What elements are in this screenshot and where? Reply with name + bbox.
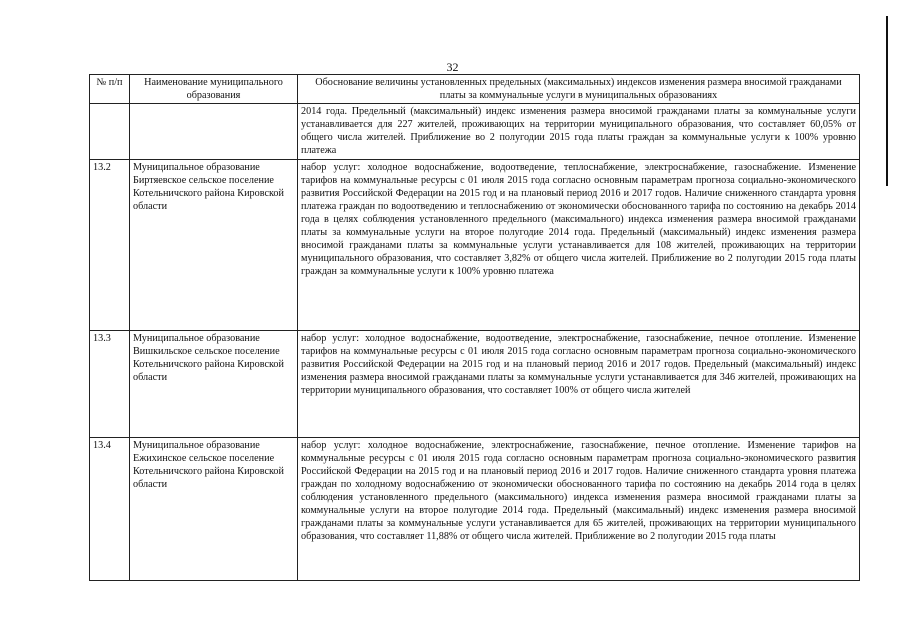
row-number: 13.3	[90, 330, 130, 437]
row-number	[90, 104, 130, 159]
row-municipality	[130, 104, 298, 159]
row-municipality: Муниципальное образование Вишкильское сельское поселение Котельничского района Кировской области	[130, 330, 298, 437]
table-row	[90, 159, 860, 330]
scan-edge-line	[886, 16, 888, 186]
header-number: № п/п	[90, 75, 130, 104]
table-row	[90, 330, 860, 437]
row-justification: набор услуг: холодное водоснабжение, водоотведение, электроснабжение, газоснабжение, печное отопление. Изменение тарифов на коммунальные ресурсы с 01 июля 2015 года согласно основным параметрам прогноза социально-экономического развития Российской Федерации на 2015 год и на плановый период 2016 и 2017 годов. Предельный (максимальный) индекс изменения размера вносимой гражданами платы за коммунальные услуги устанавливается для 346 жителей, проживающих на территории муниципального образования, что составляет 100% от общего числа жителей	[298, 330, 860, 437]
table-row	[90, 437, 860, 580]
row-municipality: Муниципальное образование Ежихинское сельское поселение Котельничского района Кировской области	[130, 437, 298, 580]
row-justification: 2014 года. Предельный (максимальный) индекс изменения размера вносимой гражданами платы за коммунальные услуги устанавливается для 227 жителей, проживающих на территории муниципального образования, что составляет 60,05% от общего числа жителей. Приближение во 2 полугодии 2015 года платы граждан за коммунальные услуги к 100% уровню платежа	[298, 104, 860, 159]
header-justification: Обоснование величины установленных предельных (максимальных) индексов изменения размера вносимой гражданами платы за коммунальные услуги в муниципальных образованиях	[298, 75, 860, 104]
page-number: 32	[446, 60, 459, 74]
justification-table	[89, 74, 860, 581]
row-justification: набор услуг: холодное водоснабжение, водоотведение, теплоснабжение, электроснабжение, газоснабжение. Изменение тарифов на коммунальные ресурсы с 01 июля 2015 года согласно основным параметрам прогноза социально-экономического развития Российской Федерации на 2015 год и на плановый период 2016 и 2017 годов. Наличие сниженного стандарта уровня платежа граждан по водоотведению и теплоснабжению от экономически обоснованного тарифа по состоянию на декабрь 2014 года в целях соблюдения установленного предельного (максимального) индекса изменения размера вносимой гражданами платы за коммунальные услуги на второе полугодие 2014 года. Предельный (максимальный) индекс изменения размера вносимой гражданами платы за коммунальные услуги устанавливается для 108 жителей, проживающих на территории муниципального образования, что составляет 3,82% от общего числа жителей. Приближение во 2 полугодии 2015 года платы граждан за коммунальные услуги к 100% уровню платежа	[298, 159, 860, 330]
header-municipality: Наименование муниципального образования	[130, 75, 298, 104]
row-number: 13.2	[90, 159, 130, 330]
row-municipality: Муниципальное образование Биртяевское сельское поселение Котельничского района Кировской области	[130, 159, 298, 330]
row-number: 13.4	[90, 437, 130, 580]
table-row	[90, 104, 860, 159]
row-justification: набор услуг: холодное водоснабжение, электроснабжение, газоснабжение, печное отопление. Изменение тарифов на коммунальные ресурсы с 01 июля 2015 года согласно основным параметрам прогноза социально-экономического развития Российской Федерации на 2015 год и на плановый период 2016 и 2017 годов. Наличие сниженного стандарта уровня платежа граждан по холодному водоснабжению от экономически обоснованного тарифа по состоянию на декабрь 2014 года в целях соблюдения установленного предельного (максимального) индекса изменения размера вносимой гражданами платы за коммунальные услуги на второе полугодие 2014 года. Предельный (максимальный) индекс изменения размера вносимой гражданами платы за коммунальные услуги устанавливается для 65 жителей, проживающих на территории муниципального образования, что составляет 11,88% от общего числа жителей. Приближение во 2 полугодии 2015 года платы	[298, 437, 860, 580]
table-header-row	[90, 75, 860, 104]
